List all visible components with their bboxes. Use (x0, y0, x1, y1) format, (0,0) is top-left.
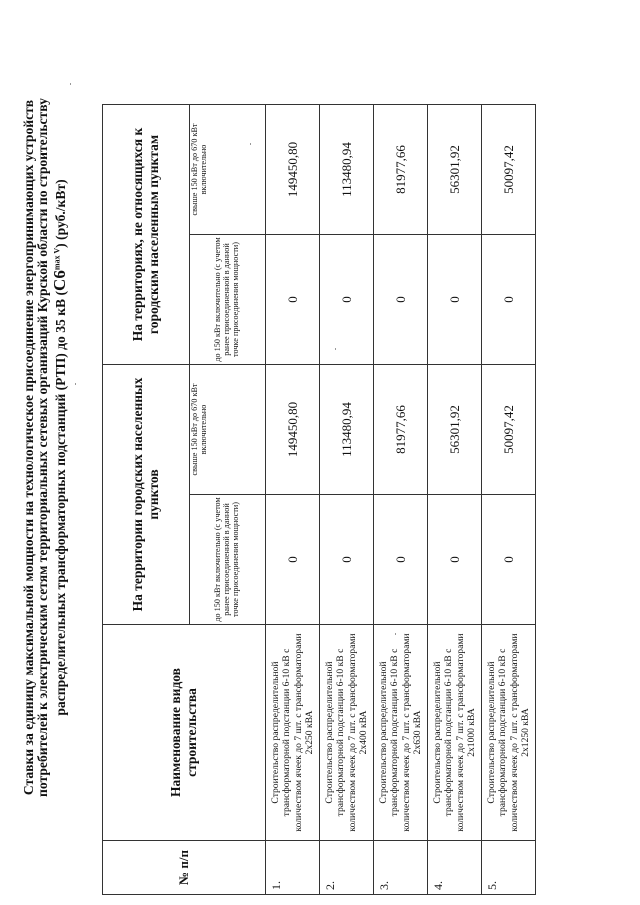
table-row (482, 105, 536, 895)
subheader-urban-to150: до 150 кВт включительно (с учетом ранее присоединенной в данной точке присоединения мощности) (190, 495, 266, 625)
row-description: Строительство распределительной трансформаторной подстанции 6-10 кВ с количеством ячеек до 7 шт. с трансформаторами 2х250 кВА (266, 625, 320, 841)
subheader-rural-to150: до 150 кВт включительно (с учетом ранее присоединенной в данной точке присоединения мощности) (190, 235, 266, 365)
value-rural-150-670: 81977,66 (374, 105, 428, 235)
value-rural-to150: 0 (320, 235, 374, 365)
column-header-number: № п/п (103, 841, 266, 895)
value-urban-to150: 0 (320, 495, 374, 625)
value-urban-150-670: 113480,94 (320, 365, 374, 495)
title-line-1: Ставки за единицу максимальной мощности на технологическое присоединение энергопринимающих устройств (21, 99, 36, 796)
row-description: Строительство распределительной трансформаторной подстанции 6-10 кВ с количеством ячеек до 7 шт. с трансформаторами 2х400 кВА (320, 625, 374, 841)
group-header-rural: На территориях, не относящихся к городским населенным пунктам (103, 105, 190, 365)
value-rural-150-670: 113480,94 (320, 105, 374, 235)
rates-table (102, 104, 536, 895)
table-row (374, 105, 428, 895)
table-row (266, 105, 320, 895)
table-row (320, 105, 374, 895)
row-description: Строительство распределительной трансформаторной подстанции 6-10 кВ с количеством ячеек до 7 шт. с трансформаторами 2х1000 кВА (428, 625, 482, 841)
scan-speck (395, 633, 396, 635)
value-urban-150-670: 149450,80 (266, 365, 320, 495)
document-title (22, 0, 68, 895)
title-line-3-text: распределительных трансформаторных подстанций (РТП) до 35 кВ ( (52, 290, 68, 716)
value-rural-150-670: 50097,42 (482, 105, 536, 235)
rate-superscript: max V (52, 247, 61, 271)
value-rural-to150: 0 (428, 235, 482, 365)
row-number: 4. (428, 841, 482, 895)
value-urban-150-670: 56301,92 (428, 365, 482, 495)
value-urban-to150: 0 (266, 495, 320, 625)
table-row (428, 105, 482, 895)
scan-speck (70, 83, 71, 85)
value-rural-150-670: 56301,92 (428, 105, 482, 235)
scan-speck (335, 348, 336, 350)
title-line-3 (51, 0, 69, 895)
row-description: Строительство распределительной трансформаторной подстанции 6-10 кВ с количеством ячеек до 7 шт. с трансформаторами 2х630 кВА (374, 625, 428, 841)
group-header-urban: На территории городских населенных пунктов (103, 365, 190, 625)
subheader-urban-150-670: свыше 150 кВт до 670 кВт включительно (190, 365, 266, 495)
title-line-2: потребителей к электрическим сетям территориальных сетевых организаций Курской области по строительству (35, 98, 51, 797)
rate-symbol: С6 (49, 270, 69, 291)
row-number: 2. (320, 841, 374, 895)
subheader-rural-150-670: свыше 150 кВт до 670 кВт включительно (190, 105, 266, 235)
row-number: 5. (482, 841, 536, 895)
row-number: 3. (374, 841, 428, 895)
scan-speck (75, 383, 76, 385)
row-number: 1. (266, 841, 320, 895)
value-rural-150-670: 149450,80 (266, 105, 320, 235)
value-urban-150-670: 81977,66 (374, 365, 428, 495)
column-header-name: Наименование видов строительства (103, 625, 266, 841)
value-rural-to150: 0 (374, 235, 428, 365)
value-rural-to150: 0 (266, 235, 320, 365)
title-line-3-unit: ) (руб./кВт) (52, 179, 68, 248)
scan-speck (250, 143, 251, 145)
value-urban-to150: 0 (374, 495, 428, 625)
row-description: Строительство распределительной трансформаторной подстанции 6-10 кВ с количеством ячеек до 7 шт. с трансформаторами 2х1250 кВА (482, 625, 536, 841)
value-urban-150-670: 50097,42 (482, 365, 536, 495)
value-urban-to150: 0 (428, 495, 482, 625)
value-urban-to150: 0 (482, 495, 536, 625)
value-rural-to150: 0 (482, 235, 536, 365)
